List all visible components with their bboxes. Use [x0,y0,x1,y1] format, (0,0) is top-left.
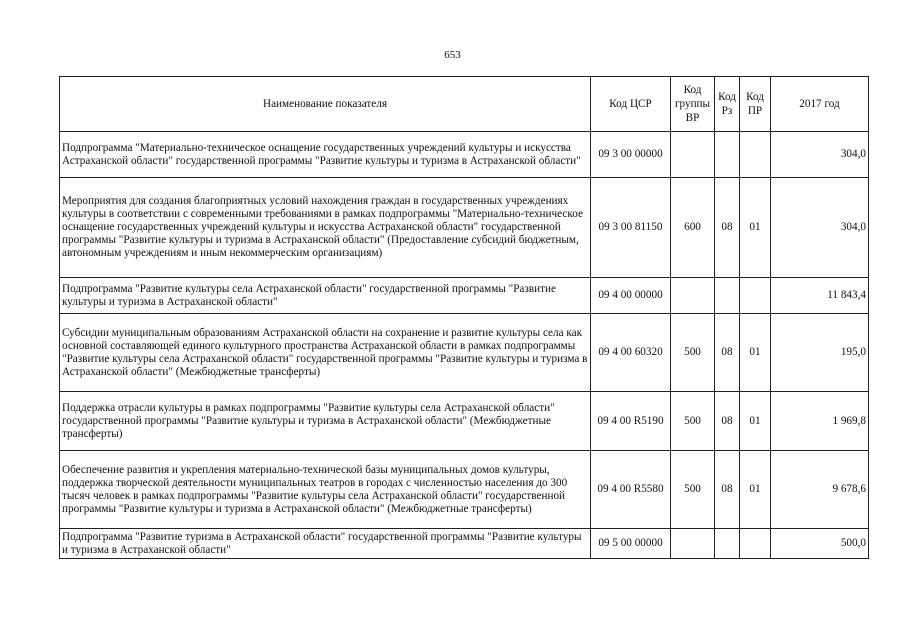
table-row [60,529,869,559]
row-rz-code [715,278,740,314]
row-vr-code: 600 [671,178,715,278]
table-row [60,178,869,278]
row-pr-code [740,278,771,314]
row-pr-code: 01 [740,451,771,529]
row-amount: 1 969,8 [771,392,869,451]
row-rz-code [715,132,740,178]
row-csr-code: 09 4 00 00000 [591,278,671,314]
row-csr-code: 09 3 00 00000 [591,132,671,178]
row-name: Мероприятия для создания благоприятных условий нахождения граждан в государственных учреждениях культуры в соответствии с современными требованиями в рамках подпрограммы "Материально-техническое оснащение государственных учреждений культуры и искусства Астраханской области" государственной программы "Развитие культуры и туризма в Астраханской области" (Предоставление субсидий бюджетным, автономным учреждениям и иным некоммерческим организациям) [60,178,591,278]
row-csr-code: 09 3 00 81150 [591,178,671,278]
table-row [60,392,869,451]
row-pr-code: 01 [740,392,771,451]
row-pr-code: 01 [740,178,771,278]
table-header-row [60,77,869,132]
header-rz-code: Код Рз [715,77,740,132]
row-pr-code [740,132,771,178]
header-vr-code: Код группы ВР [671,77,715,132]
header-name: Наименование показателя [60,77,591,132]
row-rz-code: 08 [715,178,740,278]
row-amount: 195,0 [771,314,869,392]
row-vr-code: 500 [671,392,715,451]
row-vr-code: 500 [671,451,715,529]
row-csr-code: 09 4 00 60320 [591,314,671,392]
table-row [60,451,869,529]
row-csr-code: 09 4 00 R5580 [591,451,671,529]
page-number: 653 [444,49,461,61]
row-amount: 304,0 [771,178,869,278]
header-pr-code: Код ПР [740,77,771,132]
table-row [60,278,869,314]
row-vr-code [671,132,715,178]
row-pr-code [740,529,771,559]
row-rz-code: 08 [715,392,740,451]
row-rz-code: 08 [715,451,740,529]
row-amount: 9 678,6 [771,451,869,529]
row-name: Поддержка отрасли культуры в рамках подпрограммы "Развитие культуры села Астраханской области" государственной программы "Развитие культуры и туризма в Астраханской области" (Межбюджетные трансферты) [60,392,591,451]
row-amount: 11 843,4 [771,278,869,314]
budget-table [59,76,869,559]
row-name: Подпрограмма "Материально-техническое оснащение государственных учреждений культуры и искусства Астраханской области" государственной программы "Развитие культуры и туризма в Астраханской области" [60,132,591,178]
row-rz-code: 08 [715,314,740,392]
header-csr-code: Код ЦСР [591,77,671,132]
row-csr-code: 09 4 00 R5190 [591,392,671,451]
table-row [60,132,869,178]
header-year: 2017 год [771,77,869,132]
row-name: Подпрограмма "Развитие туризма в Астраханской области" государственной программы "Развитие культуры и туризма в Астраханской области" [60,529,591,559]
row-amount: 304,0 [771,132,869,178]
row-pr-code: 01 [740,314,771,392]
row-name: Подпрограмма "Развитие культуры села Астраханской области" государственной программы "Развитие культуры и туризма в Астраханской области" [60,278,591,314]
table-row [60,314,869,392]
row-csr-code: 09 5 00 00000 [591,529,671,559]
row-vr-code [671,529,715,559]
row-amount: 500,0 [771,529,869,559]
row-rz-code [715,529,740,559]
row-name: Обеспечение развития и укрепления материально-технической базы муниципальных домов культуры, поддержка творческой деятельности муниципальных театров в городах с численностью населения до 300 тысяч человек в рамках подпрограммы "Развитие культуры села Астраханской области" государственной программы "Развитие культуры и туризма в Астраханской области" (Межбюджетные трансферты) [60,451,591,529]
row-name: Субсидии муниципальным образованиям Астраханской области на сохранение и развитие культуры села как основной составляющей единого культурного пространства Астраханской области в рамках подпрограммы "Развитие культуры села Астраханской области" государственной программы "Развитие культуры и туризма в Астраханской области" (Межбюджетные трансферты) [60,314,591,392]
row-vr-code [671,278,715,314]
row-vr-code: 500 [671,314,715,392]
